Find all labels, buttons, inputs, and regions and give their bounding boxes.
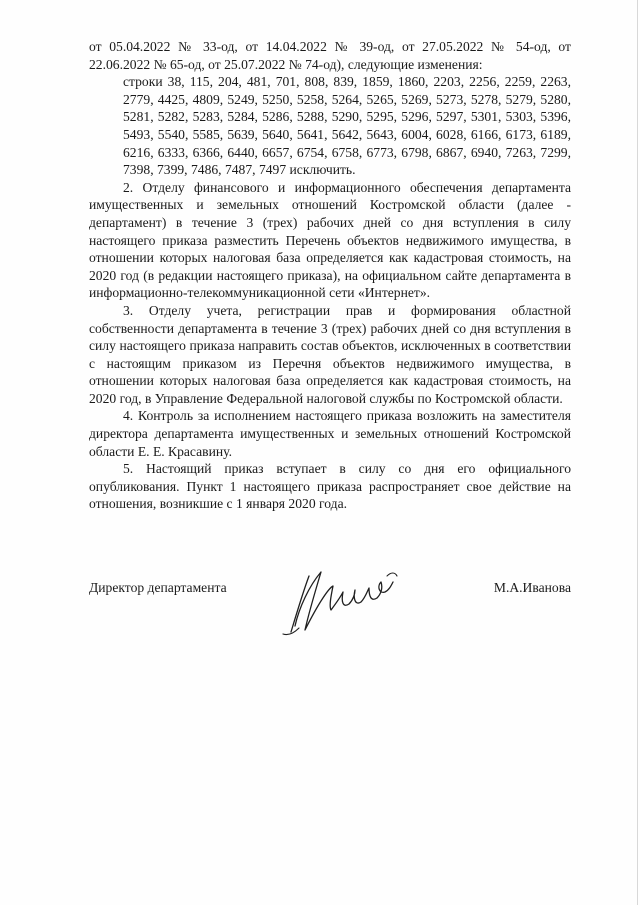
signatory-title: Директор департамента	[89, 580, 227, 595]
paragraph-intro: от 05.04.2022 № 33-од, от 14.04.2022 № 39-од, от 27.05.2022 № 54-од, от 22.06.2022 № 65-од, от 25.07.2022 № 74-од), следующие изменения:	[89, 39, 571, 72]
handwritten-signature	[269, 562, 409, 648]
paragraph-item-2: 2. Отделу финансового и информационного обеспечения департамента имущественных и земельных отношений Костромской области (далее - департамент) в течение 3 (трех) рабочих дней со дня вступления в силу настоящего приказа разместить Перечень объектов недвижимого имущества, в отношении которых налоговая база определяется как кадастровая стоимость, на 2020 год (в редакции настоящего приказа), на официальном сайте департамента в информационно-телекоммуникационной сети «Интернет».	[89, 179, 571, 301]
document-body	[89, 38, 571, 513]
paragraph-item-5: 5. Настоящий приказ вступает в силу со дня его официального опубликования. Пункт 1 настоящего приказа распространяет свое действие на отношения, возникшие с 1 января 2020 года.	[89, 461, 571, 512]
signature-block	[89, 580, 571, 660]
paragraph-item-3: 3. Отделу учета, регистрации прав и формирования областной собственности департамента в течение 3 (трех) рабочих дней со дня вступления в силу настоящего приказа направить состав объектов, исключенных в соответствии с настоящим приказом из Перечня объектов недвижимого имущества, в отношении которых налоговая база определяется как кадастровая стоимость, на 2020 год, в Управление Федеральной налоговой службы по Костромской области.	[89, 302, 571, 406]
signatory-name: М.А.Иванова	[493, 580, 571, 595]
paragraph-item-4: 4. Контроль за исполнением настоящего приказа возложить на заместителя директора департамента имущественных и земельных отношений Костромской области Е. Е. Красавину.	[89, 408, 571, 459]
page-edge-line	[637, 0, 638, 905]
paragraph-rows-list: строки 38, 115, 204, 481, 701, 808, 839, 1859, 1860, 2203, 2256, 2259, 2263, 2779, 4425, 4809, 5249, 5250, 5258, 5264, 5265, 5269, 5273, 5278, 5279, 5280, 5281, 5282, 5283, 5284, 5286, 5288, 5290, 5295, 5296, 5297, 5301, 5303, 5396, 5493, 5540, 5585, 5639, 5640, 5641, 5642, 5643, 6004, 6028, 6166, 6173, 6189, 6216, 6333, 6366, 6440, 6657, 6754, 6758, 6773, 6798, 6867, 6940, 7263, 7299, 7398, 7399, 7486, 7487, 7497 исключить.	[123, 74, 571, 178]
